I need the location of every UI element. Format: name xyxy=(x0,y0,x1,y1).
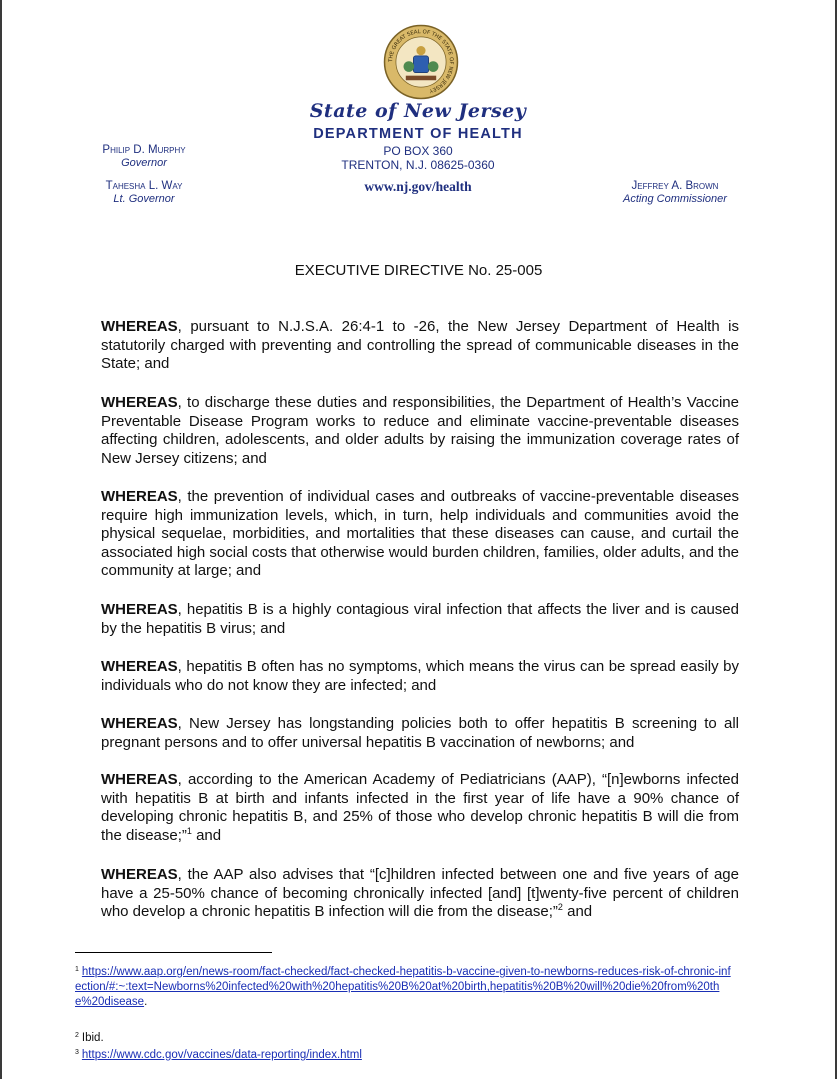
paragraph-text: , hepatitis B is a highly contagious viral infection that affects the liver and is caused by the hepatitis B virus; and xyxy=(101,601,739,637)
paragraph-text: , according to the American Academy of Pediatricians (AAP), “[n]ewborns infected with hepatitis B at birth and infants infected in the first year of life have a 90% chance of developing chronic hepatitis B, and 25% of those who develop chronic hepatitis B will die from the disease;” xyxy=(101,771,739,844)
footnote-ref[interactable]: 2 xyxy=(557,902,563,912)
whereas-paragraph xyxy=(101,394,739,468)
footnote-number: 3 xyxy=(75,1049,79,1056)
commissioner-title: Acting Commissioner xyxy=(623,193,727,205)
commissioner-name: Jeffrey A. Brown xyxy=(631,180,719,192)
page-border-left xyxy=(0,0,2,1079)
whereas-label: WHEREAS xyxy=(101,866,178,883)
whereas-label: WHEREAS xyxy=(101,318,178,335)
footnote-number: 1 xyxy=(75,966,79,973)
footnote-link[interactable]: https://www.cdc.gov/vaccines/data-reporting/index.html xyxy=(81,1049,362,1061)
state-name: State of New Jersey xyxy=(309,100,527,122)
whereas-label: WHEREAS xyxy=(101,394,178,411)
paragraph-tail: and xyxy=(562,903,593,920)
governor-name: Philip D. Murphy xyxy=(102,144,186,156)
lt-governor-block xyxy=(84,180,204,205)
footnote-text: Ibid. xyxy=(81,1032,104,1044)
footnote-ref[interactable]: 1 xyxy=(186,825,192,836)
lt-governor-name: Tahesha L. Way xyxy=(105,180,183,192)
whereas-paragraph xyxy=(101,866,739,922)
whereas-paragraph xyxy=(101,658,739,695)
whereas-paragraph xyxy=(101,601,739,638)
whereas-label: WHEREAS xyxy=(101,488,178,505)
whereas-label: WHEREAS xyxy=(101,658,178,675)
commissioner-block xyxy=(605,180,745,205)
department-name: DEPARTMENT OF HEALTH xyxy=(313,126,523,142)
whereas-label: WHEREAS xyxy=(101,771,178,788)
paragraph-text: , New Jersey has longstanding policies both to offer hepatitis B screening to all pregnant persons and to offer universal hepatitis B vaccination of newborns; and xyxy=(101,715,739,751)
footnote-link[interactable]: https://www.aap.org/en/news-room/fact-checked/fact-checked-hepatitis-b-vaccine-given-to-newborns-reduces-risk-of-chronic-infection/#:~:text=Newborns%20infected%20with%20hepatitis%20B%20at%20birth,hepatitis%20B%20will%20die%20from%20the%20disease xyxy=(75,966,731,1008)
city-zip: TRENTON, N.J. 08625-0360 xyxy=(341,158,495,172)
whereas-paragraph xyxy=(101,488,739,581)
governor-title: Governor xyxy=(121,157,167,169)
footnote xyxy=(75,1045,735,1063)
footnote-number: 2 xyxy=(75,1032,79,1039)
seal-lettering: THE GREAT SEAL OF THE STATE OF NEW JERSEY xyxy=(388,29,454,94)
whereas-label: WHEREAS xyxy=(101,715,178,732)
footnote-divider xyxy=(75,952,272,953)
whereas-paragraph xyxy=(101,771,739,845)
state-seal-icon xyxy=(383,24,459,100)
paragraph-text: , hepatitis B often has no symptoms, which means the virus can be spread easily by individuals who do not know they are infected; and xyxy=(101,658,739,694)
footnote xyxy=(75,1028,735,1046)
website[interactable]: www.nj.gov/health xyxy=(364,179,472,194)
paragraph-text: , to discharge these duties and responsibilities, the Department of Health’s Vaccine Preventable Disease Program works to reduce and eliminate vaccine-preventable diseases affecting children, adolescents, and older adults by raising the immunization coverage rates of New Jersey citizens; and xyxy=(101,394,739,467)
footnote-suffix: . xyxy=(144,996,148,1008)
governor-block xyxy=(84,144,204,169)
paragraph-text: , pursuant to N.J.S.A. 26:4-1 to -26, the New Jersey Department of Health is statutorily charged with preventing and controlling the spread of communicable diseases in the State; and xyxy=(101,318,739,372)
footnote xyxy=(75,962,735,1010)
whereas-label: WHEREAS xyxy=(101,601,178,618)
paragraph-text: , the AAP also advises that “[c]hildren infected between one and five years of age have a 25-50% chance of becoming chronically infected [and] [t]wenty-five percent of children who develop a chronic hepatitis B infection will die from the disease;” xyxy=(101,866,739,920)
directive-title: EXECUTIVE DIRECTIVE No. 25-005 xyxy=(294,262,543,279)
whereas-paragraph xyxy=(101,715,739,752)
paragraph-tail: and xyxy=(191,826,222,844)
whereas-paragraph xyxy=(101,318,739,374)
paragraph-text: , the prevention of individual cases and outbreaks of vaccine-preventable diseases require high immunization levels, which, in turn, help individuals and communities avoid the physical sequelae, morbidities, and mortalities that these diseases can cause, and curtail the associated high social costs that otherwise would burden children, families, older adults, and the community at large; and xyxy=(101,488,739,579)
po-box: PO BOX 360 xyxy=(383,144,453,158)
lt-governor-title: Lt. Governor xyxy=(113,193,175,205)
